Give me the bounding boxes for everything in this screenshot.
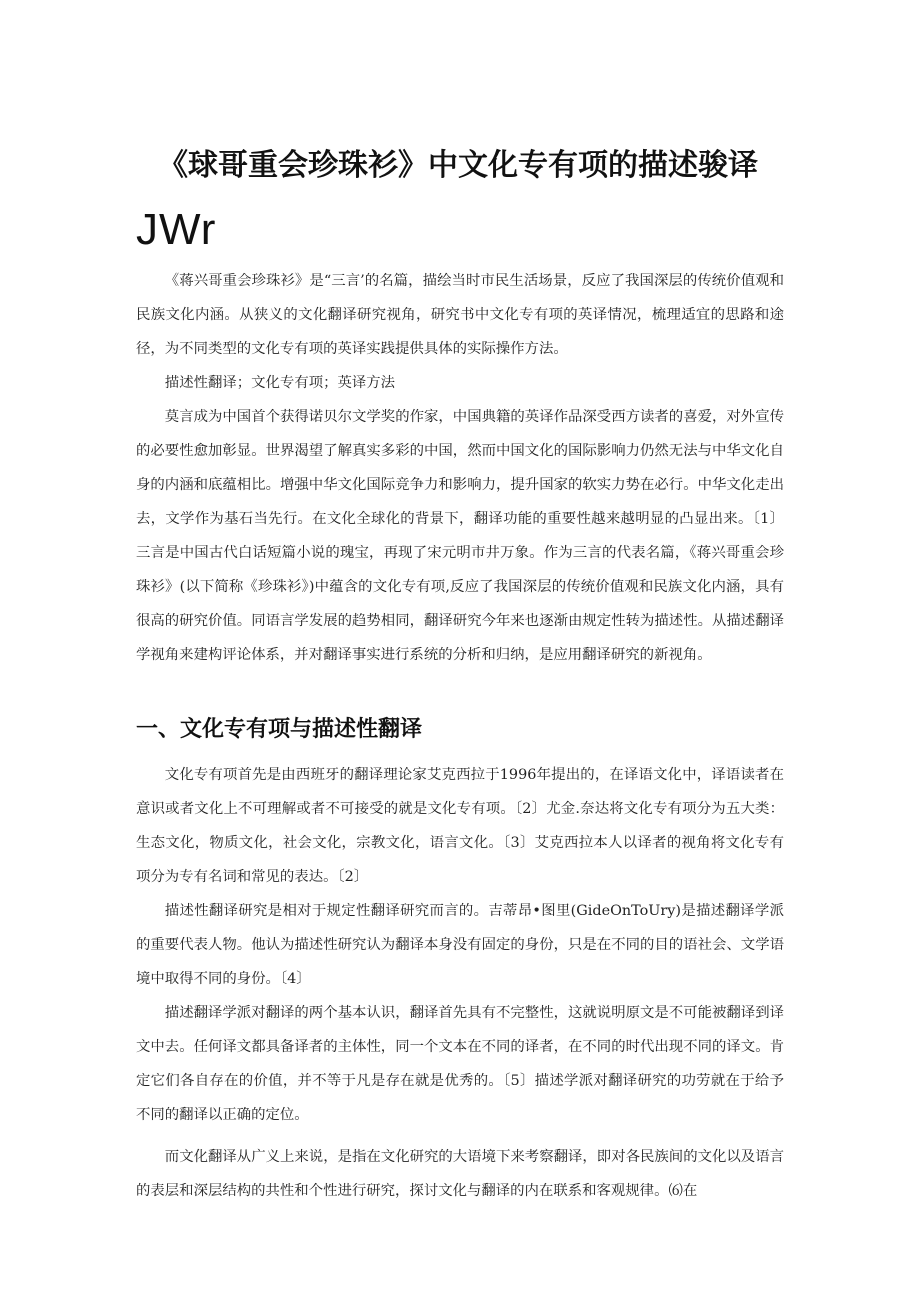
section-1-paragraph-2: 描述性翻译研究是相对于规定性翻译研究而言的。吉蒂昂•图里(GideOnToUry)是描述翻译学派的重要代表人物。他认为描述性研究认为翻译本身没有固定的身份，只是在不同的目的语社会、文学语境中取得不同的身份。〔4〕 xyxy=(136,903,784,987)
abstract-paragraph: 《蒋兴哥重会珍珠衫》是“三言’的名篇，描绘当时市民生活场景，反应了我国深层的传统价值观和民族文化内涵。从狭义的文化翻译研究视角，研究书中文化专有项的英译情况，梳理适宜的思路和途径，为不同类型的文化专有项的英译实践提供具体的实际操作方法。 xyxy=(136,273,784,357)
section-1-paragraph-3: 描述翻译学派对翻译的两个基本认识，翻译首先具有不完整性，这就说明原文是不可能被翻译到译文中去。任何译文都具备译者的主体性，同一个文本在不同的译者，在不同的时代出现不同的译文。肯定它们各自存在的价值，并不等于凡是存在就是优秀的。〔5〕描述学派对翻译研究的功劳就在于给予不同的翻译以正确的定位。 xyxy=(136,1005,784,1123)
section-heading-1: 一、文化专有项与描述性翻译 xyxy=(136,717,423,742)
front-matter xyxy=(136,264,784,672)
intro-paragraph: 莫言成为中国首个获得诺贝尔文学奖的作家，中国典籍的英译作品深受西方读者的喜爱，对外宣传的必要性愈加彰显。世界渴望了解真实多彩的中国，然而中国文化的国际影响力仍然无法与中华文化自身的内涵和底蕴相比。增强中华文化国际竞争力和影响力，提升国家的软实力势在必行。中华文化走出去，文学作为基石当先行。在文化全球化的背景下，翻译功能的重要性越来越明显的凸显出来。〔1〕三言是中国古代白话短篇小说的瑰宝，再现了宋元明市井万象。作为三言的代表名篇，《蒋兴哥重会珍珠衫》(以下简称《珍珠衫》)中蕴含的文化专有项,反应了我国深层的传统价值观和民族文化内涵，具有很高的研究价值。同语言学发展的趋势相同，翻译研究今年来也逐渐由规定性转为描述性。从描述翻译学视角来建构评论体系，并对翻译事实进行系统的分析和归纳，是应用翻译研究的新视角。 xyxy=(136,409,784,663)
section-1-paragraph-1: 文化专有项首先是由西班牙的翻译理论家艾克西拉于1996年提出的，在译语文化中，译语读者在意识或者文化上不可理解或者不可接受的就是文化专有项。〔2〕尤金.奈达将文化专有项分为五大类：生态文化，物质文化，社会文化，宗教文化，语言文化。〔3〕艾克西拉本人以译者的视角将文化专有项分为专有名词和常见的表达。〔2〕 xyxy=(136,767,784,885)
document-title: 《球哥重会珍珠衫》中文化专有项的描述骏译 xyxy=(158,148,758,183)
section-1-body xyxy=(136,758,784,1208)
author-byline: JWr xyxy=(136,205,217,254)
keywords-line: 描述性翻译；文化专有项；英译方法 xyxy=(164,375,396,391)
section-1-paragraph-4: 而文化翻译从广义上来说，是指在文化研究的大语境下来考察翻译，即对各民族间的文化以及语言的表层和深层结构的共性和个性进行研究，探讨文化与翻译的内在联系和客观规律。⑹在 xyxy=(136,1149,784,1199)
